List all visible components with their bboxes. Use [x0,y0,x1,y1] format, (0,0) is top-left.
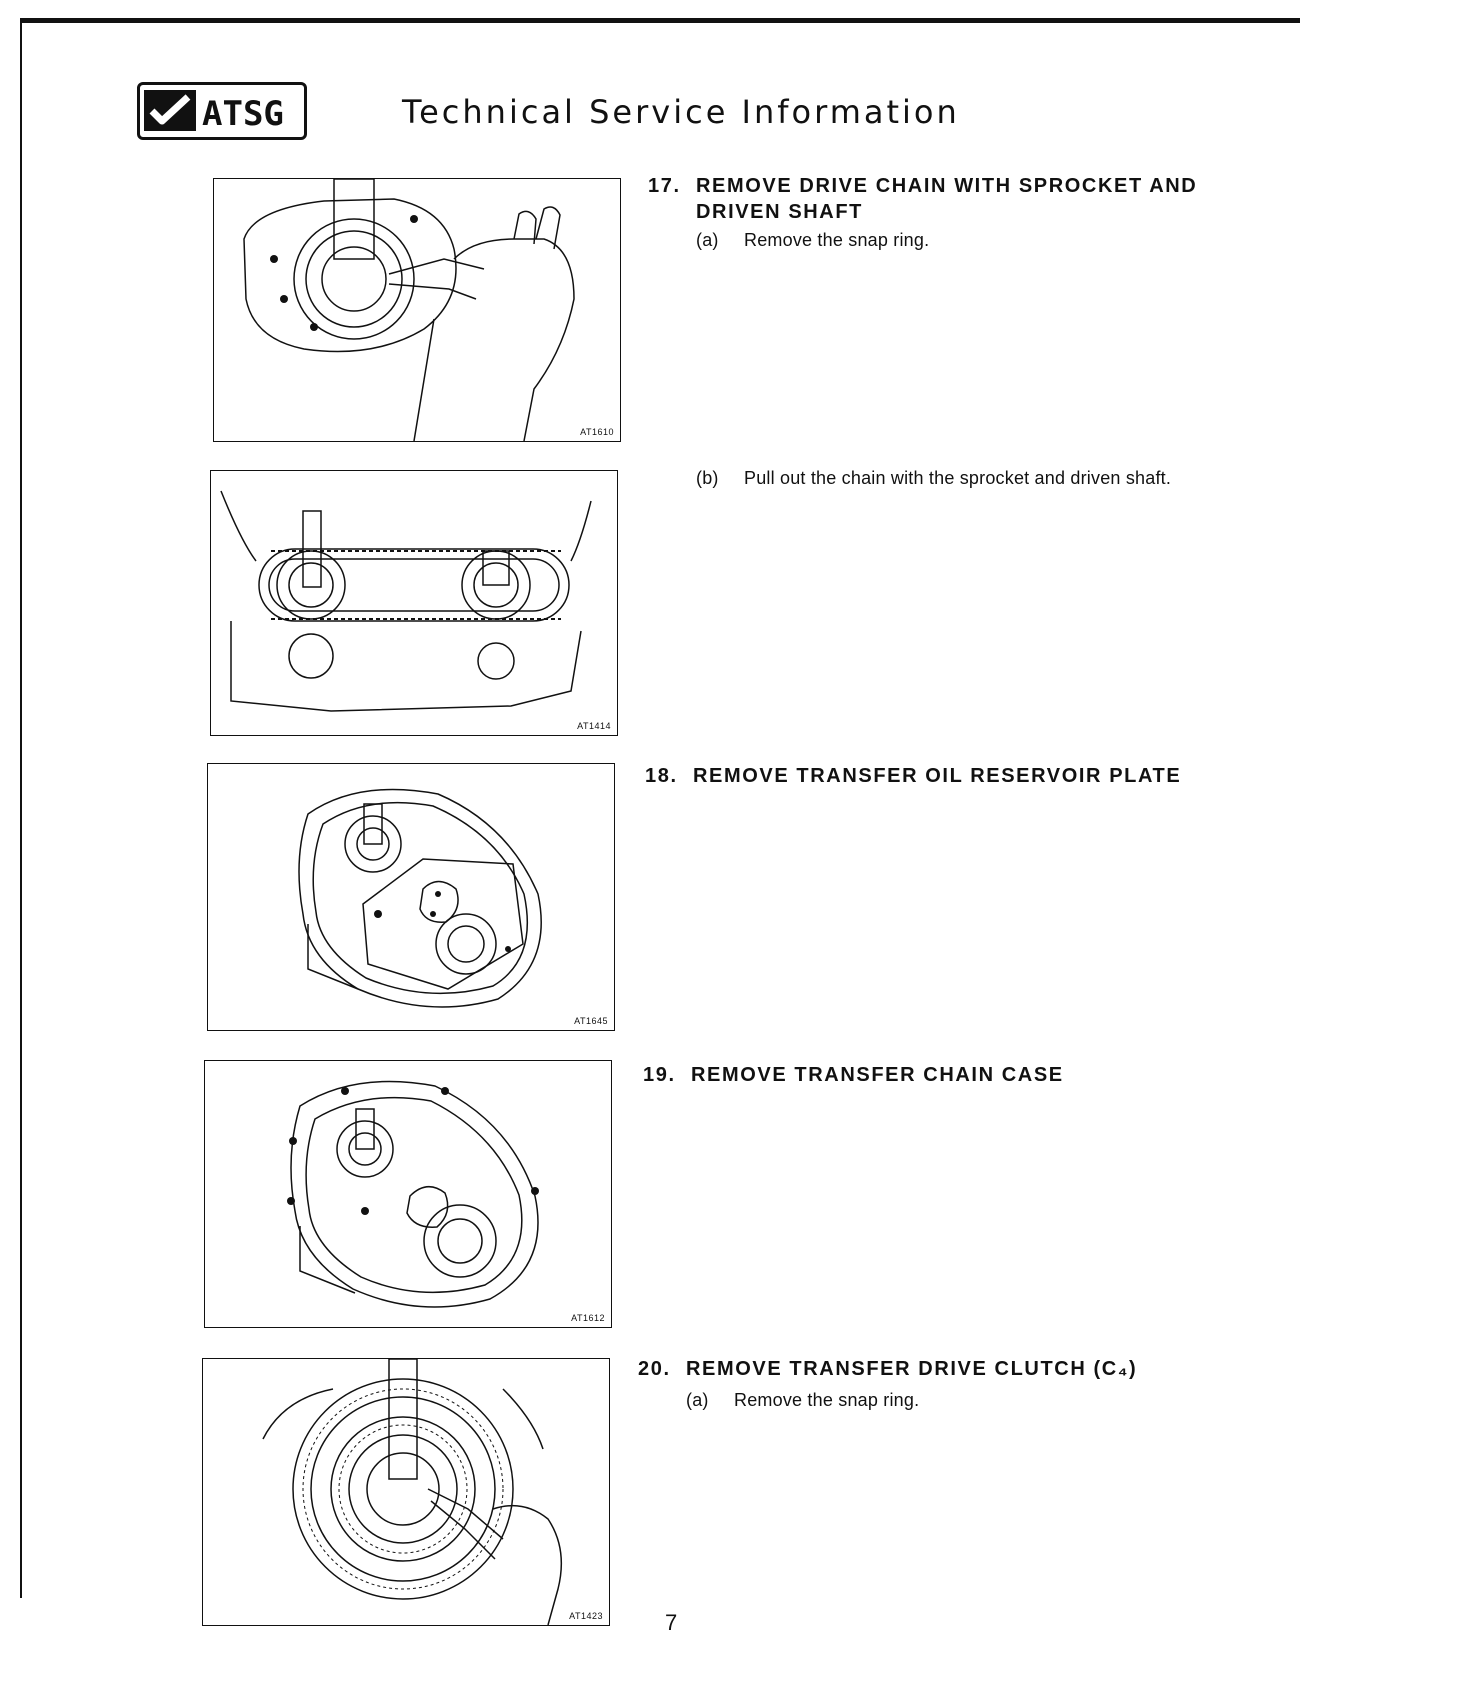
chain-case-illustration [205,1061,611,1327]
substep-text: Remove the snap ring. [734,1390,920,1410]
step-17a [696,230,929,251]
step-17b [696,468,1171,489]
step-title-line1: REMOVE TRANSFER CHAIN CASE [691,1064,1064,1086]
figure-snap-ring [213,178,621,442]
figure-code: AT1610 [580,427,614,437]
step-title-line1: REMOVE DRIVE CHAIN WITH SPROCKET AND [696,175,1198,197]
top-border-rule [20,18,1300,23]
step-title-line1: REMOVE TRANSFER OIL RESERVOIR PLATE [693,765,1182,787]
page-number: 7 [665,1610,678,1635]
step-title-line2: DRIVEN SHAFT [696,201,863,223]
step-number: 19. [643,1064,676,1086]
step-title-line1: REMOVE TRANSFER DRIVE CLUTCH (C₄) [686,1358,1138,1380]
oil-reservoir-plate-illustration [208,764,614,1030]
step-number: 18. [645,765,678,787]
figure-code: AT1423 [569,1611,603,1621]
substep-letter: (a) [686,1390,709,1410]
snap-ring-pliers-illustration [214,179,620,441]
left-border-rule [20,18,22,1598]
figure-drive-chain [210,470,618,736]
substep-text: Remove the snap ring. [744,230,930,250]
atsg-logo [137,82,307,140]
step-number: 20. [638,1358,671,1380]
drive-chain-sprocket-illustration [211,471,617,735]
step-20a [686,1390,919,1411]
figure-code: AT1612 [571,1313,605,1323]
logo-text: ATSG [202,94,284,134]
figure-drive-clutch [202,1358,610,1626]
step-number: 17. [648,175,681,197]
figure-chain-case [204,1060,612,1328]
substep-letter: (a) [696,230,719,250]
figure-code: AT1414 [577,721,611,731]
drive-clutch-snap-ring-illustration [203,1359,609,1625]
substep-text: Pull out the chain with the sprocket and driven shaft. [744,468,1172,488]
figure-oil-reservoir-plate [207,763,615,1031]
substep-letter: (b) [696,468,719,488]
figure-code: AT1645 [574,1016,608,1026]
page-title: Technical Service Information [402,93,960,131]
